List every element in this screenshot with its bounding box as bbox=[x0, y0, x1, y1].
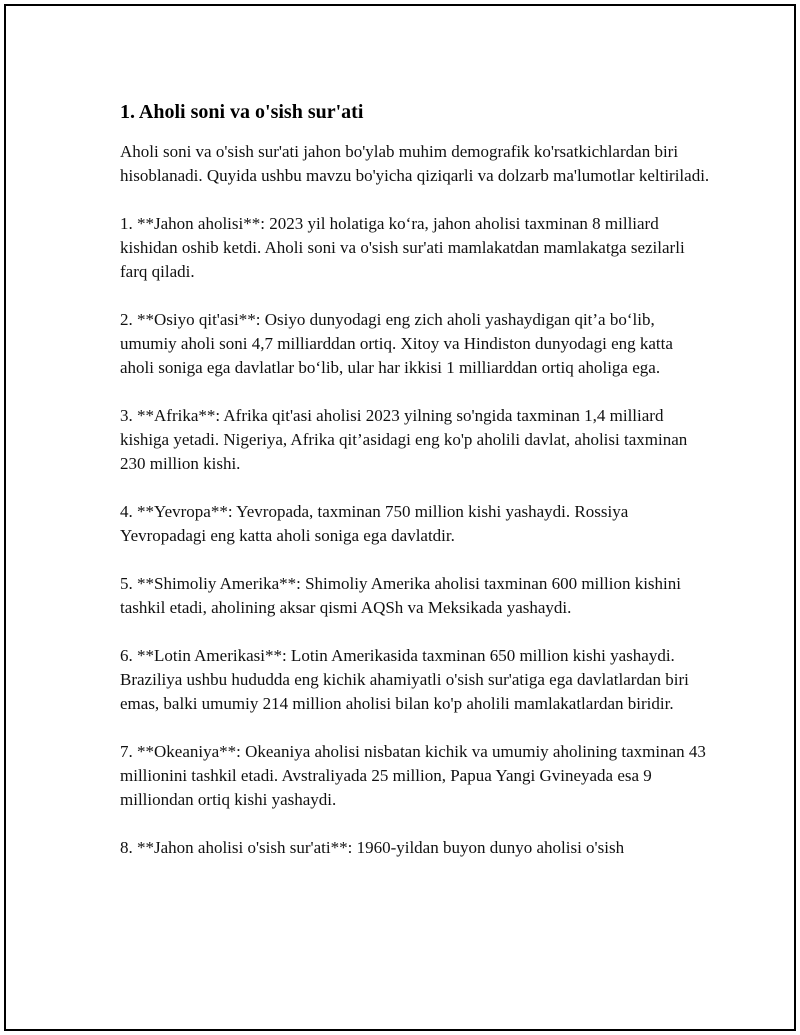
section-heading: 1. Aholi soni va o'sish sur'ati bbox=[120, 101, 364, 123]
list-item-north-america: 5. **Shimoliy Amerika**: Shimoliy Amerika aholisi taxminan 600 million kishini tashkil etadi, aholining aksar qismi AQSh va Meksikada yashaydi. bbox=[120, 574, 681, 617]
list-item-growth-rate: 8. **Jahon aholisi o'sish sur'ati**: 1960-yildan buyon dunyo aholisi o'sish bbox=[120, 838, 625, 857]
page-frame bbox=[4, 4, 796, 1031]
document-body bbox=[120, 100, 710, 860]
list-item-latin-america: 6. **Lotin Amerikasi**: Lotin Amerikasida taxminan 650 million kishi yashaydi. Braziliya ushbu hududda eng kichik ahamiyatli o'sish sur'atiga ega davlatlardan biri emas, balki umumiy 214 million aholisi bilan ko'p aholili mamlakatlardan biridir. bbox=[120, 646, 689, 713]
intro-paragraph: Aholi soni va o'sish sur'ati jahon bo'ylab muhim demografik ko'rsatkichlardan biri hisoblanadi. Quyida ushbu mavzu bo'yicha qiziqarli va dolzarb ma'lumotlar keltiriladi. bbox=[120, 142, 710, 185]
list-item-africa: 3. **Afrika**: Afrika qit'asi aholisi 2023 yilning so'ngida taxminan 1,4 milliard kishiga yetadi. Nigeriya, Afrika qit’asidagi eng ko'p aholili davlat, aholisi taxminan 230 million kishi. bbox=[120, 406, 688, 473]
list-item-world-population: 1. **Jahon aholisi**: 2023 yil holatiga ko‘ra, jahon aholisi taxminan 8 milliard kishidan oshib ketdi. Aholi soni va o'sish sur'ati mamlakatdan mamlakatga sezilarli farq qiladi. bbox=[120, 214, 685, 281]
list-item-europe: 4. **Yevropa**: Yevropada, taxminan 750 million kishi yashaydi. Rossiya Yevropadagi eng katta aholi soniga ega davlatdir. bbox=[120, 502, 629, 545]
list-item-asia: 2. **Osiyo qit'asi**: Osiyo dunyodagi eng zich aholi yashaydigan qit’a bo‘lib, umumiy aholi soni 4,7 milliarddan ortiq. Xitoy va Hindiston dunyodagi eng katta aholi soniga ega davlatlar bo‘lib, ular har ikkisi 1 milliarddan ortiq aholiga ega. bbox=[120, 310, 673, 377]
list-item-oceania: 7. **Okeaniya**: Okeaniya aholisi nisbatan kichik va umumiy aholining taxminan 43 millionini tashkil etadi. Avstraliyada 25 million, Papua Yangi Gvineyada esa 9 milliondan ortiq kishi yashaydi. bbox=[120, 742, 706, 809]
